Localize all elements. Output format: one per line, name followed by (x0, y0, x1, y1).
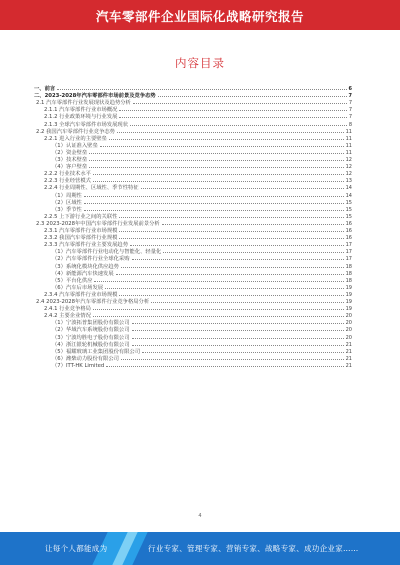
toc-entry-label: （4）新能源汽车快速发展 (52, 270, 114, 277)
toc-entry-page: 15 (345, 199, 352, 206)
toc-entry[interactable] (52, 334, 352, 341)
toc-entry[interactable] (44, 135, 352, 142)
toc-entry-label: 2.2.4 行业周期性、区域性、季节性特征 (44, 185, 139, 192)
toc-entry-page: 20 (345, 313, 352, 320)
toc-entry-label: （5）平台化供应 (52, 277, 93, 284)
toc-entry-page: 21 (345, 362, 352, 369)
toc-entry[interactable] (34, 85, 352, 92)
toc-entry-label: （6）潍柴动力股份有限公司 (52, 355, 119, 362)
toc-leader-dots (93, 312, 344, 317)
toc-leader-dots (119, 113, 346, 118)
toc-leader-dots (94, 277, 343, 282)
toc-entry[interactable] (52, 199, 352, 206)
toc-leader-dots (132, 326, 344, 331)
toc-entry-label: （5）福耀玻璃工业集团股份有限公司 (52, 348, 141, 355)
toc-entry-label: 2.2.3 行业经营模式 (44, 178, 91, 185)
toc-leader-dots (105, 284, 344, 289)
toc-entry-page: 20 (345, 334, 352, 341)
toc-leader-dots (89, 156, 343, 161)
toc-entry-page: 11 (345, 142, 352, 149)
toc-entry-page: 11 (345, 135, 352, 142)
toc-entry-page: 19 (345, 306, 352, 313)
toc-leader-dots (116, 270, 344, 275)
toc-leader-dots (119, 106, 346, 111)
toc-entry-label: 2.2.5 上下游行业之间的关联性 (44, 213, 118, 220)
toc-leader-dots (132, 319, 344, 324)
toc-entry-label: （3）技术壁垒 (52, 157, 88, 163)
toc-entry-page: 20 (345, 327, 352, 334)
toc-leader-dots (130, 241, 344, 246)
footer-slogan-left: 让每个人都能成为 (45, 544, 108, 553)
toc-entry-label: 二、2023-2028年汽车零部件市场前景及竞争态势 (34, 93, 156, 100)
toc-entry-label: 一、前言 (34, 86, 56, 92)
toc-entry[interactable] (52, 255, 352, 262)
toc-entry-label: （3）宁波均胜电子股份有限公司 (52, 334, 130, 341)
toc-entry-label: 2.4 2023-2028年汽车零部件行业竞争格局分析 (36, 299, 150, 305)
toc-leader-dots (106, 362, 343, 367)
toc-leader-dots (119, 213, 343, 218)
toc-entry[interactable] (44, 312, 352, 319)
toc-leader-dots (119, 291, 343, 296)
toc-entry[interactable] (44, 234, 352, 241)
toc-entry-page: 17 (345, 242, 352, 249)
toc-entry-label: （2）华域汽车系统股份有限公司 (52, 327, 130, 334)
toc-leader-dots (89, 163, 343, 168)
toc-leader-dots (84, 199, 344, 204)
toc-leader-dots (93, 170, 344, 175)
page-number: 4 (198, 513, 202, 519)
toc-entry-page: 15 (345, 206, 352, 213)
toc-leader-dots (142, 348, 344, 353)
toc-leader-dots (93, 177, 344, 182)
toc-entry-label: 2.3.4 汽车零部件行业市场规模 (44, 291, 118, 298)
toc-entry[interactable] (52, 206, 352, 213)
toc-entry-page: 17 (345, 256, 352, 263)
toc-entry-label: 2.1 汽车零部件行业发展现状及趋势分析 (36, 100, 131, 107)
toc-entry-page: 20 (345, 320, 352, 327)
toc-entry[interactable] (52, 277, 352, 284)
toc-entry-page: 19 (345, 299, 352, 305)
toc-leader-dots (158, 92, 347, 97)
report-title: 汽车零部件企业国际化战略研究报告 (95, 9, 304, 24)
toc-entry-label: 2.3.2 我国汽车零部件行业规模 (44, 235, 118, 242)
toc-entry[interactable] (44, 170, 352, 177)
toc-leader-dots (121, 263, 344, 268)
toc-entry-page: 18 (345, 270, 352, 277)
toc-leader-dots (89, 149, 343, 154)
toc-entry[interactable] (44, 113, 352, 120)
toc-entry-page: 21 (345, 355, 352, 362)
toc-entry[interactable] (52, 142, 352, 149)
toc-entry-page: 15 (345, 213, 352, 220)
toc-entry-label: 2.1.3 全球汽车零部件市场发展现状 (44, 121, 129, 128)
toc-entry[interactable] (52, 163, 352, 170)
toc-entry[interactable] (52, 284, 352, 291)
toc-entry-label: （6）汽车后市场发展 (52, 284, 104, 291)
toc-entry-label: 2.2.2 行业技术水平 (44, 171, 91, 178)
toc-entry-label: （7）ITT-HK Limited (52, 362, 105, 369)
toc-entry-page: 14 (345, 192, 352, 199)
toc-entry[interactable] (44, 106, 352, 113)
toc-entry-label: （2）区域性 (52, 199, 82, 206)
toc-entry-label: 2.2 我国汽车零部件行业竞争态势 (36, 128, 115, 135)
toc-entry[interactable] (34, 92, 352, 99)
toc-entry[interactable] (52, 270, 352, 277)
toc-entry-page: 11 (345, 149, 352, 156)
toc-entry[interactable] (44, 291, 352, 298)
toc-entry-label: 2.3 2023-2028年中国汽车零部件行业发展前景分析 (36, 220, 160, 227)
toc-entry[interactable] (44, 213, 352, 220)
toc-entry-label: （3）系统化模块化供应趋势 (52, 263, 119, 270)
toc-entry-label: （1）认证准入壁垒 (52, 142, 98, 149)
toc-entry[interactable] (52, 149, 352, 156)
toc-entry-page: 7 (348, 114, 352, 121)
toc-entry-page: 16 (345, 235, 352, 242)
toc-entry[interactable] (36, 128, 352, 135)
toc-leader-dots (133, 99, 347, 104)
footer-slogan-right: 行业专家、管理专家、营销专家、战略专家、成功企业家…… (148, 544, 359, 553)
toc-entry-page: 16 (345, 228, 352, 234)
toc-entry-page: 16 (345, 220, 352, 227)
toc-leader-dots (57, 85, 346, 90)
toc-entry[interactable] (52, 319, 352, 326)
toc-entry-page: 13 (345, 178, 352, 185)
toc-entry-label: （3）季节性 (52, 206, 82, 213)
toc-entry-label: （2）资金壁垒 (52, 149, 88, 156)
toc-entry-label: （1）汽车零部件行业电动化与智能化、轻量化 (52, 249, 162, 256)
toc-title: 内容目录 (175, 56, 225, 70)
toc-entry-label: 2.1.2 行业政策环境与行业发展 (44, 114, 118, 121)
toc-entry-page: 19 (345, 291, 352, 298)
toc-entry-label: （1）宁波拓普集团股份有限公司 (52, 320, 130, 327)
toc-leader-dots (84, 192, 344, 197)
footer-banner (0, 532, 400, 565)
toc-entry[interactable] (44, 241, 352, 248)
toc-entry[interactable] (44, 121, 352, 128)
toc-entry-label: 2.1.1 汽车零部件行业市场概况 (44, 107, 118, 114)
header-bar (0, 0, 400, 30)
toc-entry[interactable] (52, 326, 352, 333)
toc-entry[interactable] (52, 341, 352, 348)
toc-entry[interactable] (44, 177, 352, 184)
toc-leader-dots (109, 135, 344, 140)
toc-entry-page: 7 (348, 93, 352, 100)
toc-entry-page: 18 (345, 263, 352, 270)
toc-entry[interactable] (44, 305, 352, 312)
toc-leader-dots (93, 305, 344, 310)
toc-leader-dots (121, 355, 344, 360)
toc-entry[interactable] (52, 156, 352, 163)
toc-entry[interactable] (36, 220, 352, 227)
toc-leader-dots (130, 121, 347, 126)
toc-entry[interactable] (52, 192, 352, 199)
toc-leader-dots (119, 227, 343, 232)
toc-entry[interactable] (36, 99, 352, 106)
toc-entry[interactable] (52, 362, 352, 369)
toc-entry-label: 2.4.2 主要企业情况 (44, 313, 91, 320)
toc-entry-label: （4）客户壁垒 (52, 164, 88, 171)
toc-entry[interactable] (52, 355, 352, 362)
toc-leader-dots (162, 220, 344, 225)
toc-entry[interactable] (52, 248, 352, 255)
toc-entry-page: 18 (345, 277, 352, 284)
toc-entry-label: 2.2.1 进入行业的主要壁垒 (44, 135, 107, 142)
toc-entry-page: 6 (348, 86, 352, 92)
toc-entry-label: 2.4.1 行业竞争格局 (44, 306, 91, 313)
toc-leader-dots (151, 298, 343, 303)
toc-leader-dots (84, 206, 344, 211)
toc-entry[interactable] (44, 184, 352, 191)
toc-entry-label: 2.3.1 汽车零部件行业市场规模 (44, 228, 118, 234)
toc-entry-page: 12 (345, 171, 352, 178)
toc-entry-page: 7 (348, 107, 352, 114)
toc-leader-dots (100, 142, 344, 147)
toc-entry-page: 11 (345, 128, 352, 135)
toc-entry-label: （2）汽车零部件行业全球化采购 (52, 256, 130, 263)
toc-entry-page: 12 (345, 157, 352, 163)
toc-entry-page: 21 (345, 348, 352, 355)
toc-entry-label: 2.3.3 汽车零部件行业主要发展趋势 (44, 242, 129, 249)
toc-entry[interactable] (44, 227, 352, 234)
toc-entry-page: 8 (348, 121, 352, 128)
toc-entry[interactable] (52, 348, 352, 355)
toc-leader-dots (132, 341, 344, 346)
toc-leader-dots (141, 184, 344, 189)
toc-entry-page: 19 (345, 284, 352, 291)
toc-entry-page: 14 (345, 185, 352, 192)
toc-leader-dots (163, 248, 343, 253)
toc-entry-page: 12 (345, 164, 352, 171)
toc-entry-label: （4）浙江银轮机械股份有限公司 (52, 341, 130, 348)
toc-leader-dots (117, 128, 344, 133)
toc-entry[interactable] (36, 298, 352, 305)
toc-entry-page: 7 (348, 100, 352, 107)
toc-entry-label: （1）周期性 (52, 192, 82, 199)
toc-leader-dots (132, 334, 344, 339)
toc-entry-page: 21 (345, 341, 352, 348)
toc-entry-page: 17 (345, 249, 352, 256)
toc-leader-dots (119, 234, 343, 239)
toc-entry[interactable] (52, 263, 352, 270)
toc-leader-dots (132, 255, 344, 260)
